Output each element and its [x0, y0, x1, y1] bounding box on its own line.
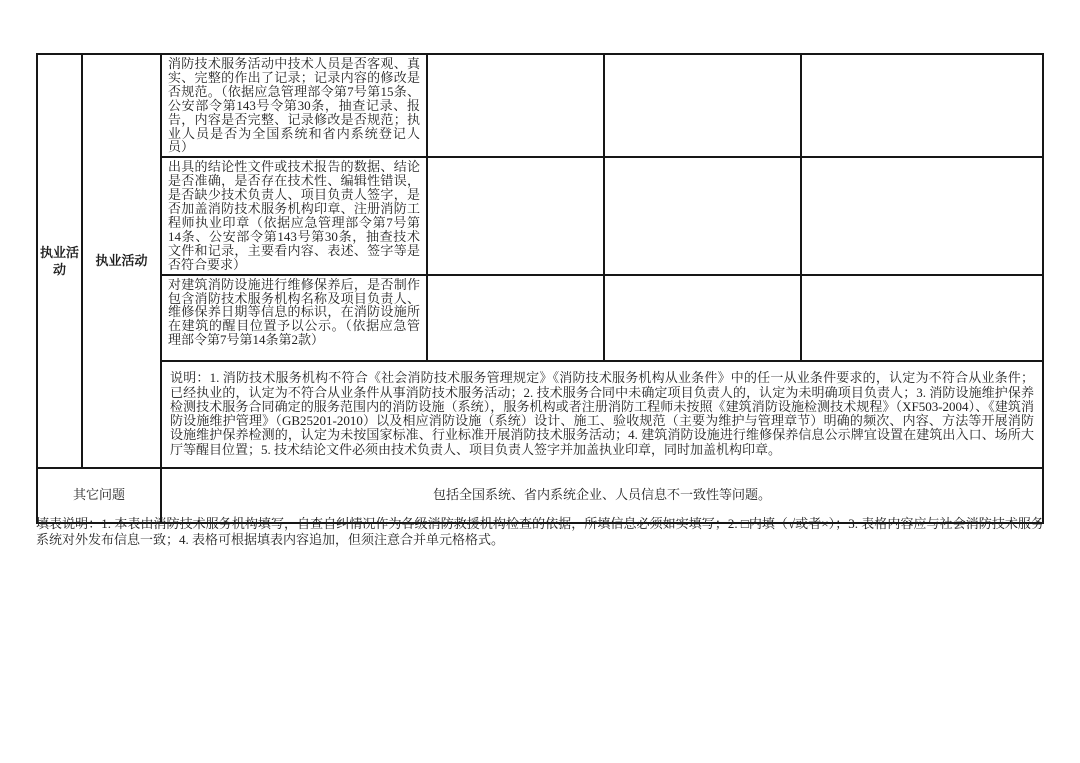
- check-cell: [427, 54, 604, 157]
- check-cell: [604, 157, 801, 274]
- table-row: [37, 275, 1043, 361]
- other-issues-value: 包括全国系统、省内系统企业、人员信息不一致性等问题。: [161, 468, 1043, 523]
- inspection-item-text: 出具的结论性文件或技术报告的数据、结论是否准确，是否存在技术性、编辑性错误，是否缺少技术负责人、项目负责人签字，是否加盖消防技术服务机构印章、注册消防工程师执业印章（依据应急管理部令第7号第14条、公安部令第143号第30条，抽查技术文件和记录，主要看内容、表述、签字等是否符合要求）: [161, 157, 427, 274]
- table-row: [37, 157, 1043, 274]
- check-cell: [604, 275, 801, 361]
- other-issues-label: 其它问题: [37, 468, 161, 523]
- table-row: [37, 468, 1043, 523]
- inspection-item-text: 消防技术服务活动中技术人员是否客观、真实、完整的作出了记录；记录内容的修改是否规范。（依据应急管理部令第7号第15条、公安部令第143号令第30条，抽查记录、报告，内容是否完整、记录修改是否规范；执业人员是否为全国系统和省内系统登记人员）: [161, 54, 427, 157]
- table-row: [37, 54, 1043, 157]
- self-inspection-table: [36, 53, 1044, 524]
- note-cell: 说明：1. 消防技术服务机构不符合《社会消防技术服务管理规定》《消防技术服务机构从业条件》中的任一从业条件要求的，认定为不符合从业条件；已经执业的，认定为不符合从业条件从事消防技术服务活动；2. 技术服务合同中未确定项目负责人的，认定为未明确项目负责人；3. 消防设施维护保养检测技术服务合同确定的服务范围内的消防设施（系统），服务机构或者注册消防工程师未按照《建筑消防设施检测技术规程》（XF503-2004）、《建筑消防设施维护管理》（GB25201-2010）以及相应消防设施（系统）设计、施工、验收规范（主要为维护与管理章节）明确的频次、内容、方法等开展消防设施维护保养检测的，认定为未按国家标准、行业标准开展消防技术服务活动；4. 建筑消防设施进行维修保养信息公示牌宜设置在建筑出入口、场所大厅等醒目位置；5. 技术结论文件必须由技术负责人、项目负责人签字并加盖执业印章，同时加盖机构印章。: [161, 361, 1043, 468]
- check-cell: [427, 275, 604, 361]
- subcategory-cell: 执业活动: [82, 54, 161, 468]
- form-filling-instructions: 填表说明：1. 本表由消防技术服务机构填写，自查自纠情况作为各级消防救援机构检查的依据，所填信息必须如实填写；2. □内填（√或者×）；3. 表格内容应与社会消防技术服务系统对外发布信息一致；4. 表格可根据填表内容追加，但须注意合并单元格格式。: [36, 516, 1044, 547]
- check-cell: [604, 54, 801, 157]
- check-cell: [801, 157, 1043, 274]
- check-cell: [427, 157, 604, 274]
- category-cell: 执业活动: [37, 54, 82, 468]
- check-cell: [801, 54, 1043, 157]
- check-cell: [801, 275, 1043, 361]
- inspection-item-text: 对建筑消防设施进行维修保养后，是否制作包含消防技术服务机构名称及项目负责人、维修保养日期等信息的标识，在消防设施所在建筑的醒目位置予以公示。（依据应急管理部令第7号第14条第2款）: [161, 275, 427, 361]
- table-row: [37, 361, 1043, 468]
